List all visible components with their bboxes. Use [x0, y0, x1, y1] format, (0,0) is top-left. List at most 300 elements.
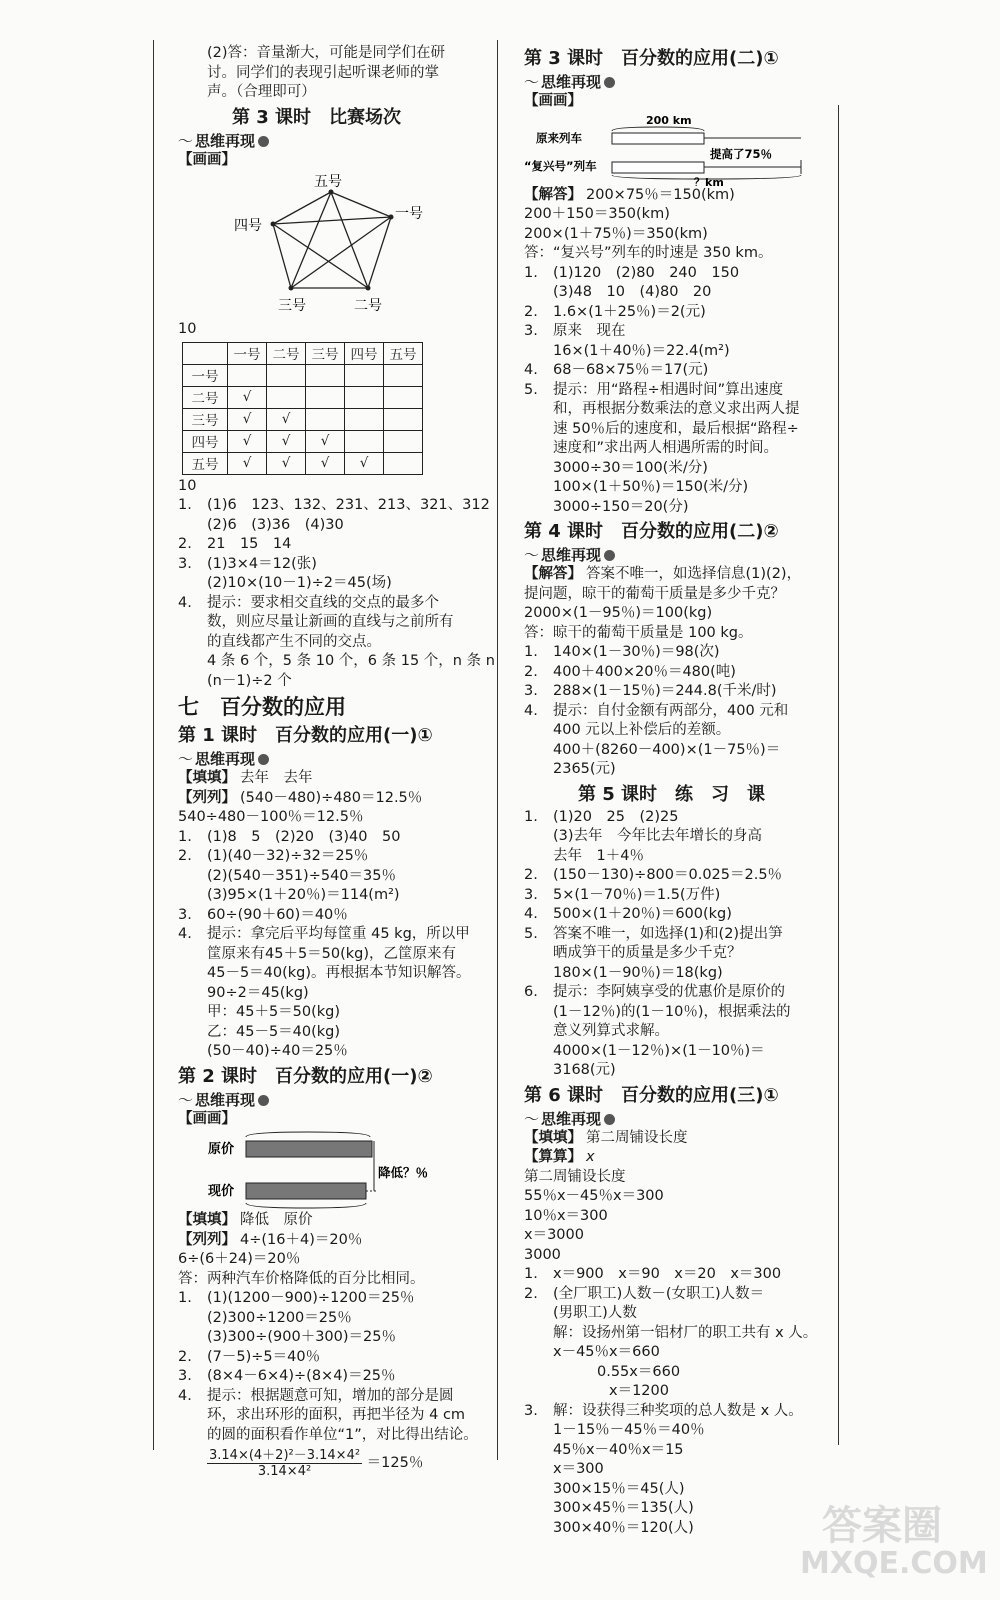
answer-line	[524, 1421, 844, 1441]
answer-10: 10	[178, 321, 197, 337]
item-text: (2)10×(10－1)÷2＝45(场)	[207, 575, 392, 591]
answer-line	[178, 1023, 484, 1043]
liele-line: 【列列】 4÷(16＋4)＝20％	[178, 1231, 363, 1248]
answer-line	[178, 1042, 484, 1062]
item-number: 1.	[178, 497, 192, 513]
intro-line: 声。（合理即可）	[207, 84, 316, 100]
table-cell: √	[228, 408, 267, 430]
answer-line	[524, 1187, 844, 1207]
item-text: (2)300÷1200＝25％	[207, 1309, 352, 1326]
item-number: 3.	[524, 1402, 538, 1419]
r4-answers	[524, 585, 844, 780]
answer-line	[524, 721, 844, 741]
swirl-icon: ～	[178, 750, 194, 768]
item-text: 提示：自付金额有两部分，400 元和	[553, 702, 789, 719]
table-cell	[345, 386, 384, 408]
item-text: (1)20 25 (2)25	[553, 808, 679, 825]
answer-line	[524, 964, 844, 984]
fraction: $\frac{\text{3.14×(4＋2)²－3.14×4²}}{\text{3.14×4²}}$	[209, 1448, 361, 1479]
answer-line	[524, 1519, 844, 1539]
item-number: 3.	[178, 1368, 192, 1384]
item-text: 数，则应尽量让新画的直线与之前所有	[207, 614, 454, 630]
siwei-heading: ～ 思维再现	[178, 1090, 484, 1110]
answer-line	[178, 574, 484, 594]
r4-title: 第 4 课时 百分数的应用(二)②	[524, 521, 779, 542]
item-text: 300×15％＝45(人)	[553, 1480, 685, 1497]
item-number: 1.	[524, 264, 538, 281]
answer-line	[524, 1285, 844, 1305]
bar-yuanjia	[246, 1141, 372, 1157]
answer-line	[178, 808, 484, 828]
table-cell: √	[228, 430, 267, 452]
answer-line	[524, 361, 844, 381]
item-text: 68－68×75％＝17(元)	[553, 362, 709, 378]
answer-line	[178, 672, 484, 692]
answer-line	[524, 925, 844, 945]
item-number: 3.	[524, 886, 538, 903]
huahua-tag: 【画画】	[178, 1110, 236, 1127]
item-text: (1)(40－32)÷32＝25％	[207, 848, 369, 864]
answer-line	[524, 478, 844, 498]
item-text: 和，再根据分数乘法的意义求出两人提	[553, 401, 800, 417]
answer-line	[524, 1246, 844, 1266]
item-text: x＝1200	[609, 1383, 669, 1399]
answer-line	[524, 1061, 844, 1081]
item-text: 提示：李阿姨享受的优惠价是原价的	[553, 984, 785, 1000]
match-table	[182, 342, 423, 475]
answer-line	[178, 1270, 484, 1290]
answer-line	[178, 652, 495, 672]
table-header: 五号	[384, 342, 423, 364]
answer-line	[178, 535, 484, 555]
item-number: 2.	[178, 1348, 192, 1365]
item-text: 60÷(90＋60)＝40％	[207, 906, 348, 923]
bubble-icon	[604, 1114, 615, 1125]
answer-line	[524, 944, 844, 964]
item-number: 3.	[524, 323, 538, 339]
lesson1-title: 第 1 课时 百分数的应用(一)①	[178, 725, 433, 746]
item-text: 1－15％－45％＝40％	[553, 1422, 705, 1438]
answer-line	[524, 624, 844, 644]
item-number: 5.	[524, 925, 538, 942]
item-number: 3.	[178, 555, 192, 572]
r6-answers	[524, 1168, 844, 1539]
answer-line	[524, 205, 844, 225]
watermark-url: MXQE.COM	[800, 1546, 988, 1581]
answer-line	[524, 1382, 844, 1402]
answer-line	[524, 1042, 844, 1062]
table-header: 四号	[345, 342, 384, 364]
item-text: (50－40)÷40＝25％	[207, 1043, 348, 1059]
pentagon-label: 二号	[354, 298, 382, 314]
item-text: 答：两种汽车价格降低的百分比相同。	[178, 1270, 425, 1287]
item-text: 400＋(8260－400)×(1－75％)＝	[553, 741, 781, 758]
bubble-icon	[604, 77, 615, 88]
answer-line	[178, 633, 484, 653]
item-text: (8×4－6×4)÷(8×4)＝25％	[207, 1368, 396, 1384]
row-label: 二号	[183, 386, 228, 408]
answer-line	[524, 498, 844, 518]
item-text: 5×(1－70％)＝1.5(万件)	[553, 886, 721, 903]
item-number: 2.	[524, 867, 538, 883]
diag-q: ？km	[694, 175, 724, 186]
item-number: 3.	[178, 906, 192, 923]
table-cell: √	[267, 430, 306, 452]
train-diagram	[524, 112, 844, 186]
table-cell	[384, 452, 423, 474]
item-number: 4.	[178, 1387, 192, 1404]
item-text: 3000	[524, 1246, 561, 1263]
left-column	[178, 44, 495, 1479]
answer-line	[178, 496, 490, 516]
diag-tigao: 提高了75％	[710, 146, 773, 161]
answer-line	[178, 1367, 484, 1387]
table-cell: √	[228, 452, 267, 474]
answer-line	[178, 945, 484, 965]
swirl-icon: ～	[178, 1090, 194, 1109]
swirl-icon: ～	[524, 73, 540, 91]
answer-line	[178, 847, 484, 867]
item-number: 4.	[524, 362, 538, 378]
answer-line	[524, 1304, 844, 1324]
item-text: 400 元以上补偿后的差额。	[553, 722, 731, 738]
answer-line	[524, 1402, 844, 1422]
answer-line	[524, 439, 844, 459]
r6-title: 第 6 课时 百分数的应用(三)①	[524, 1084, 779, 1106]
item-text: x＝300	[553, 1461, 604, 1477]
item-text: (3)95×(1＋20％)＝114(m²)	[207, 887, 400, 903]
answer-line	[524, 585, 844, 605]
pentagon-label: 一号	[395, 206, 423, 222]
answer-line	[524, 808, 844, 828]
table-cell	[384, 386, 423, 408]
table-cell: √	[306, 452, 345, 474]
item-text: (2)6 (3)36 (4)30	[207, 516, 344, 533]
item-text: 45－5＝40(kg)。再根据本节知识解答。	[207, 965, 471, 981]
item-text: 提示：拿完后平均每筐重 45 kg，所以甲	[207, 926, 470, 942]
item-text: 乙：45－5＝40(kg)	[207, 1023, 341, 1040]
tiantian-line: 【填填】 第二周铺设长度	[524, 1129, 688, 1146]
tiantian-line: 【填填】 降低 原价	[178, 1212, 313, 1228]
table-cell	[384, 408, 423, 430]
answer-line	[524, 1022, 844, 1042]
item-text: 140×(1－30％)＝98(次)	[553, 644, 720, 660]
table-cell	[345, 408, 384, 430]
item-text: 解：设获得三种奖项的总人数是 x 人。	[553, 1402, 803, 1419]
pentagon-label: 三号	[278, 298, 306, 314]
answer-line	[178, 1387, 484, 1407]
left-margin-line	[153, 40, 154, 1450]
answer-line	[524, 244, 844, 264]
table-cell	[306, 386, 345, 408]
table-cell: √	[267, 452, 306, 474]
answer-line	[524, 1441, 844, 1461]
item-text: 10％x＝300	[524, 1207, 608, 1224]
table-cell	[384, 364, 423, 386]
item-text: 1.6×(1＋25％)＝2(元)	[553, 303, 706, 320]
answer-line	[178, 886, 484, 906]
r3-title: 第 3 课时 百分数的应用(二)①	[524, 48, 779, 69]
item-text: 3000÷30＝100(米/分)	[553, 459, 708, 476]
answer-line	[178, 1328, 484, 1348]
table-header: 二号	[267, 342, 306, 364]
answer-line	[178, 867, 484, 887]
answer-line	[524, 1226, 844, 1246]
answer-line	[178, 1426, 484, 1446]
answer-line	[524, 264, 844, 284]
row-label: 三号	[183, 408, 228, 430]
item-text: 200×(1＋75％)＝350(km)	[524, 225, 708, 242]
item-text: 200＋150＝350(km)	[524, 206, 670, 222]
answer-line	[524, 381, 844, 401]
answer-line	[524, 1265, 844, 1285]
item-number: 1.	[524, 808, 538, 825]
item-text: (150－130)÷800＝0.025＝2.5％	[553, 867, 783, 883]
bar-label-xianjia: 现价	[208, 1184, 235, 1199]
item-text: (男职工)人数	[553, 1305, 637, 1321]
siwei-heading: ～ 思维再现	[524, 545, 844, 565]
table-cell: √	[306, 430, 345, 452]
jieda-line: 【解答】 200×75％＝150(km)	[524, 186, 735, 203]
item-text: 意义列算式求解。	[553, 1023, 669, 1039]
item-text: 提问题，晾干的葡萄干质量是多少千克？	[524, 585, 785, 602]
fraction-line: $\frac{\text{3.14×(4＋2)²－3.14×4²}}{\text{3.14×4²}}$ ＝125％	[209, 1448, 424, 1479]
item-text: 55％x－45％x＝300	[524, 1188, 664, 1204]
lesson2-answers	[178, 1250, 484, 1445]
bar-yuanlai	[612, 133, 704, 144]
bar-label-yuanjia: 原价	[208, 1142, 235, 1157]
right-column	[524, 44, 844, 1538]
answer-line	[178, 1309, 484, 1329]
r5-answers	[524, 808, 844, 1081]
item-text: 晒成笋干的质量是多少千克？	[553, 945, 742, 961]
answer-line	[178, 828, 484, 848]
column-divider	[497, 40, 498, 1460]
chapter-title: 七 百分数的应用	[178, 695, 346, 719]
item-text: (3)300÷(900＋300)＝25％	[207, 1329, 396, 1345]
item-text: (n－1)÷2 个	[207, 672, 292, 689]
table-header: 三号	[306, 342, 345, 364]
answer-line	[524, 866, 844, 886]
table-cell	[345, 430, 384, 452]
table-cell: √	[228, 386, 267, 408]
item-number: 1.	[178, 828, 192, 845]
answer-line	[524, 1460, 844, 1480]
answer-line	[524, 225, 844, 245]
item-text: 答：晾干的葡萄干质量是 100 kg。	[524, 624, 753, 641]
answer-line	[524, 741, 844, 761]
liele-line: 【列列】 (540－480)÷480＝12.5％	[178, 789, 423, 806]
item-text: 540÷480－100％＝12.5％	[178, 809, 364, 825]
item-text: 第二周铺设长度	[524, 1168, 626, 1185]
item-text: 速 50％后的速度和，最后根据“路程÷	[553, 420, 799, 437]
item-number: 4.	[524, 906, 538, 922]
item-text: (1)8 5 (2)20 (3)40 50	[207, 828, 401, 845]
table-cell: √	[345, 452, 384, 474]
table-cell	[384, 430, 423, 452]
lesson2-title: 第 2 课时 百分数的应用(一)②	[178, 1065, 433, 1087]
intro-line: 讨。同学们的表现引起听课老师的掌	[207, 64, 439, 81]
table-header: 一号	[228, 342, 267, 364]
table-row	[183, 386, 423, 408]
answer-line	[178, 1250, 484, 1270]
answer-line	[524, 604, 844, 624]
tiantian-line: 【填填】 去年 去年	[178, 770, 313, 786]
table-header-row	[183, 342, 423, 364]
suansuan-line: 【算算】 x	[524, 1149, 595, 1165]
answer-line	[524, 886, 844, 906]
price-bar-diagram	[178, 1129, 484, 1211]
r3-answers	[524, 205, 844, 517]
item-number: 2.	[524, 1285, 538, 1302]
item-text: 解：设扬州第一铝材厂的职工共有 x 人。	[553, 1324, 818, 1341]
pentagon-label: 四号	[234, 218, 262, 234]
item-text: (1)6 123、132、231、213、321、312	[207, 497, 490, 513]
answer-line	[178, 906, 484, 926]
table-cell	[228, 364, 267, 386]
answer-line	[178, 516, 484, 536]
item-text: 4 条 6 个，5 条 10 个，6 条 15 个，n 条 n	[207, 653, 495, 669]
item-text: 288×(1－15％)＝244.8(千米/时)	[553, 683, 777, 699]
r5-title: 第 5 课时 练 习 课	[578, 783, 766, 805]
row-label: 一号	[183, 364, 228, 386]
table-row	[183, 452, 423, 474]
item-number: 4.	[524, 702, 538, 719]
item-text: 的直线都产生不同的交点。	[207, 633, 381, 650]
item-text: 100×(1＋50％)＝150(米/分)	[553, 479, 749, 495]
item-number: 2.	[178, 848, 192, 864]
item-text: 21 15 14	[207, 536, 292, 552]
table-cell	[306, 364, 345, 386]
item-text: 300×45％＝135(人)	[553, 1500, 694, 1516]
answer-line	[524, 1324, 844, 1344]
table-corner	[183, 342, 228, 364]
item-number: 4.	[178, 594, 192, 611]
item-text: 6÷(6＋24)＝20％	[178, 1251, 301, 1267]
jieda-line: 【解答】 答案不唯一，如选择信息(1)(2)，	[524, 566, 802, 582]
answer-line	[524, 342, 844, 362]
answer-line	[524, 1480, 844, 1500]
answer-line	[524, 682, 844, 702]
table-row	[183, 408, 423, 430]
answer-line	[178, 594, 484, 614]
item-text: 90÷2＝45(kg)	[207, 984, 309, 1001]
bar-xianjia	[246, 1183, 366, 1199]
row-label: 五号	[183, 452, 228, 474]
item-text: x－45％x＝660	[553, 1344, 660, 1360]
answer-line	[524, 847, 844, 867]
item-text: (2)(540－351)÷540＝35％	[207, 867, 396, 884]
item-number: 4.	[178, 926, 192, 942]
diag-200km: 200 km	[646, 113, 692, 127]
answer-line	[524, 303, 844, 323]
item-text: x＝900 x＝90 x＝20 x＝300	[553, 1266, 782, 1282]
pentagon-diagram	[178, 170, 484, 320]
answer-10: 10	[178, 477, 197, 494]
pentagon-label: 五号	[314, 174, 342, 190]
answer-line	[524, 905, 844, 925]
item-text: (7－5)÷5＝40％	[207, 1348, 321, 1365]
answer-line	[178, 1289, 484, 1309]
item-text: 去年 1＋4％	[553, 847, 644, 864]
item-number: 1.	[524, 1266, 538, 1282]
table-cell	[306, 408, 345, 430]
intro-line: (2)答：音量渐大，可能是同学们在研	[207, 45, 446, 61]
item-text: 提示：根据题意可知，增加的部分是圆	[207, 1387, 454, 1404]
siwei-heading: ～ 思维再现	[524, 1109, 844, 1129]
answer-line	[178, 1406, 484, 1426]
item-text: 2000×(1－95％)＝100(kg)	[524, 605, 713, 621]
answer-line	[524, 702, 844, 722]
table-row	[183, 430, 423, 452]
item-text: (1－12％)的(1－10％)，根据乘法的	[553, 1003, 791, 1020]
bubble-icon	[258, 136, 269, 147]
answer-line	[524, 1168, 844, 1188]
swirl-icon: ～	[178, 131, 194, 150]
diag-yuanlai: 原来列车	[536, 130, 582, 145]
row-label: 四号	[183, 430, 228, 452]
item-number: 2.	[524, 303, 538, 320]
siwei-heading: ～ 思维再现	[178, 131, 484, 151]
answer-line	[178, 1348, 484, 1368]
item-number: 2.	[178, 536, 192, 552]
item-text: 300×40％＝120(人)	[553, 1519, 694, 1536]
item-text: 400＋400×20％＝480(吨)	[553, 663, 736, 680]
watermark-logo: 答案圈	[822, 1503, 942, 1549]
answer-line	[524, 1207, 844, 1227]
item-text: (3)48 10 (4)80 20	[553, 284, 712, 300]
answer-line	[524, 1003, 844, 1023]
item-text: 16×(1＋40％)＝22.4(m²)	[553, 342, 730, 359]
item-number: 1.	[178, 1290, 192, 1306]
table-cell	[345, 364, 384, 386]
item-text: 答：“复兴号”列车的时速是 350 km。	[524, 245, 773, 261]
answer-line	[524, 663, 844, 683]
siwei-heading: ～ 思维再现	[178, 749, 484, 769]
item-text: 的圆的面积看作单位“1”，对比得出结论。	[207, 1426, 478, 1443]
huahua-tag: 【画画】	[524, 93, 582, 109]
item-number: 3.	[524, 683, 538, 699]
item-text: 筐原来有45＋5＝50(kg)，乙筐原来有	[207, 945, 457, 962]
table-cell: √	[267, 408, 306, 430]
answer-line	[178, 964, 484, 984]
table-cell	[267, 364, 306, 386]
item-text: 45％x－40％x＝15	[553, 1441, 684, 1458]
answer-line	[524, 400, 844, 420]
item-text: (1)120 (2)80 240 150	[553, 264, 740, 281]
item-text: (1)(1200－900)÷1200＝25％	[207, 1290, 415, 1306]
item-text: (3)去年 今年比去年增长的身高	[553, 828, 763, 844]
item-text: 环，求出环形的面积，再把半径为 4 cm	[207, 1407, 466, 1423]
item-text: x＝3000	[524, 1227, 584, 1243]
item-text: 180×(1－90％)＝18(kg)	[553, 964, 723, 981]
item-text: 3168(元)	[553, 1062, 616, 1078]
answer-line	[524, 459, 844, 479]
item-text: 答案不唯一，如选择(1)和(2)提出笋	[553, 925, 783, 942]
bar-label-jiangdi: 降低？％	[378, 1165, 429, 1180]
bubble-icon	[604, 550, 615, 561]
item-number: 1.	[524, 644, 538, 660]
lesson3-answers	[178, 496, 495, 691]
diag-fuxing: “复兴号”列车	[524, 158, 597, 173]
item-text: 4000×(1－12％)×(1－10％)＝	[553, 1042, 765, 1059]
answer-line	[178, 984, 484, 1004]
swirl-icon: ～	[524, 1109, 540, 1128]
answer-line	[178, 613, 484, 633]
swirl-icon: ～	[524, 546, 540, 564]
item-text: 提示：用“路程÷相遇时间”算出速度	[553, 381, 784, 398]
answer-line	[524, 643, 844, 663]
